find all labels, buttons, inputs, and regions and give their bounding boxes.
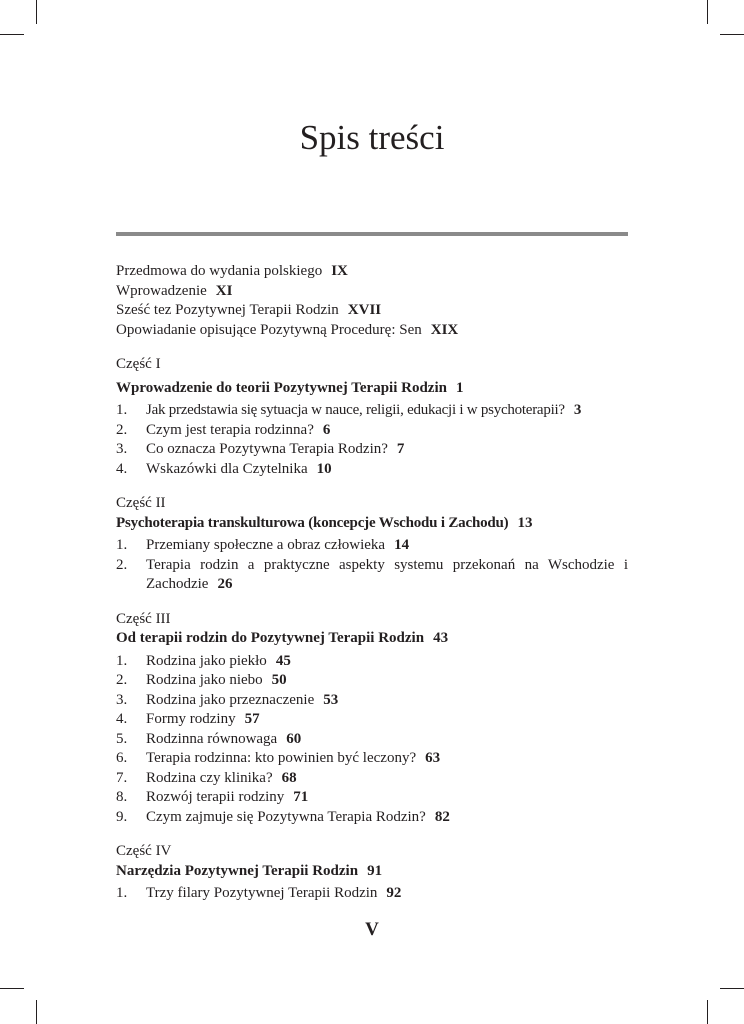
page-number: 91 — [367, 862, 383, 879]
chapter-title: Trzy filary Pozytywnej Terapii Rodzin — [146, 885, 378, 901]
toc-entry[interactable] — [116, 282, 628, 302]
page-number: 53 — [323, 691, 339, 708]
chapter-entry[interactable] — [116, 440, 628, 460]
page-number: 14 — [394, 537, 410, 553]
part-section — [116, 494, 628, 595]
crop-mark — [720, 988, 744, 989]
part-section — [116, 610, 628, 828]
chapter-entry[interactable] — [116, 769, 628, 789]
part-section — [116, 842, 628, 904]
part-title: Wprowadzenie do teorii Pozytywnej Terapii Rodzin — [116, 379, 447, 396]
entry-title: Opowiadanie opisujące Pozytywną Procedurę: Sen — [116, 321, 422, 338]
part-label: Część IV — [116, 843, 172, 859]
chapter-number: 4. — [116, 460, 128, 477]
chapter-number: 7. — [116, 769, 128, 786]
chapter-number: 6. — [116, 750, 128, 766]
chapter-title: Jak przedstawia się sytuacja w nauce, religii, edukacji i w psychoterapii? — [146, 402, 565, 418]
chapter-title: Formy rodziny — [146, 711, 236, 727]
chapter-title: Rodzinna równowaga — [146, 730, 278, 747]
chapter-title: Rozwój terapii rodziny — [146, 789, 285, 805]
chapter-number: 5. — [116, 730, 128, 747]
chapter-number: 1. — [116, 402, 128, 418]
chapter-title: Przemiany społeczne a obraz człowieka — [146, 537, 386, 553]
front-matter — [116, 262, 628, 340]
crop-mark — [36, 1000, 37, 1024]
page-number: 63 — [425, 750, 441, 766]
chapter-number: 3. — [116, 441, 128, 457]
chapter-title: Czym jest terapia rodzinna? — [146, 421, 314, 438]
part-label: Część II — [116, 495, 166, 511]
part-label: Część III — [116, 610, 171, 627]
toc-entry[interactable] — [116, 262, 628, 282]
page-number: IX — [331, 263, 348, 279]
part-heading[interactable] — [116, 629, 628, 649]
chapter-entry[interactable] — [116, 749, 628, 769]
toc-entry[interactable] — [116, 301, 628, 321]
chapter-entry[interactable] — [116, 401, 628, 421]
chapter-title: Terapia rodzin a praktyczne aspekty systemu przekonań na Wschodzie i Zachodzie — [146, 556, 628, 592]
part-heading[interactable] — [116, 862, 628, 882]
chapter-number: 2. — [116, 672, 128, 688]
crop-mark — [36, 0, 37, 24]
chapter-number: 4. — [116, 711, 128, 727]
page-number: XVII — [347, 302, 382, 318]
chapter-number: 1. — [116, 652, 128, 669]
chapter-entry[interactable] — [116, 710, 628, 730]
chapter-title: Terapia rodzinna: kto powinien być leczony? — [146, 750, 417, 766]
part-heading[interactable] — [116, 514, 628, 534]
page-title: Spis treści — [299, 118, 445, 157]
chapter-number: 8. — [116, 789, 128, 805]
part-title: Od terapii rodzin do Pozytywnej Terapii Rodzin — [116, 630, 425, 646]
page-number: 43 — [433, 630, 449, 646]
chapter-entry[interactable] — [116, 691, 628, 711]
chapter-number: 2. — [116, 556, 128, 573]
chapter-entry[interactable] — [116, 730, 628, 750]
chapter-entry[interactable] — [116, 460, 628, 480]
part-section — [116, 355, 628, 479]
page-number: 26 — [217, 576, 233, 592]
table-of-contents — [116, 262, 628, 904]
part-label: Część I — [116, 356, 161, 372]
part-title: Narzędzia Pozytywnej Terapii Rodzin — [116, 862, 359, 879]
page-number: 10 — [316, 460, 332, 477]
chapter-title: Wskazówki dla Czytelnika — [146, 460, 308, 477]
chapter-title: Czym zajmuje się Pozytywna Terapia Rodzin? — [146, 808, 426, 825]
folio-page-number: V — [365, 919, 379, 940]
chapter-title: Rodzina jako niebo — [146, 672, 263, 688]
chapter-entry[interactable] — [116, 788, 628, 808]
page-number: 57 — [244, 711, 260, 727]
chapter-entry[interactable] — [116, 536, 628, 556]
page-number: 68 — [281, 769, 297, 786]
page-number: 60 — [286, 730, 302, 747]
chapter-entry[interactable] — [116, 671, 628, 691]
chapter-title: Rodzina jako piekło — [146, 652, 267, 669]
crop-mark — [720, 34, 744, 35]
page-number: 92 — [386, 885, 402, 901]
page-number: 3 — [573, 402, 582, 418]
page-number: 13 — [517, 514, 533, 531]
part-title: Psychoterapia transkulturowa (koncepcje Wschodu i Zachodu) — [116, 514, 509, 531]
chapter-entry[interactable] — [116, 421, 628, 441]
page-number: XIX — [430, 321, 459, 338]
chapter-entry[interactable] — [116, 884, 628, 904]
chapter-number: 1. — [116, 537, 128, 553]
entry-title: Wprowadzenie — [116, 282, 207, 299]
chapter-number: 2. — [116, 421, 128, 438]
crop-mark — [0, 988, 24, 989]
page-number: 7 — [396, 441, 405, 457]
chapter-title: Co oznacza Pozytywna Terapia Rodzin? — [146, 441, 388, 457]
page-number: 82 — [434, 808, 450, 825]
title-rule — [116, 232, 628, 236]
entry-title: Przedmowa do wydania polskiego — [116, 263, 323, 279]
chapter-number: 9. — [116, 808, 128, 825]
chapter-entry[interactable] — [116, 556, 628, 595]
crop-mark — [707, 0, 708, 24]
chapter-entry[interactable] — [116, 808, 628, 828]
page-number: 71 — [293, 789, 309, 805]
chapter-title: Rodzina czy klinika? — [146, 769, 273, 786]
toc-entry[interactable] — [116, 321, 628, 341]
chapter-number: 3. — [116, 691, 128, 708]
page-number: XI — [215, 282, 233, 299]
page-number: 50 — [271, 672, 287, 688]
crop-mark — [0, 34, 24, 35]
page-number: 45 — [275, 652, 291, 669]
chapter-title: Rodzina jako przeznaczenie — [146, 691, 315, 708]
chapter-number: 1. — [116, 885, 128, 901]
crop-mark — [707, 1000, 708, 1024]
chapter-entry[interactable] — [116, 652, 628, 672]
entry-title: Sześć tez Pozytywnej Terapii Rodzin — [116, 302, 339, 318]
page-number: 6 — [322, 421, 331, 438]
part-heading[interactable] — [116, 379, 628, 399]
page-number: 1 — [455, 379, 464, 396]
